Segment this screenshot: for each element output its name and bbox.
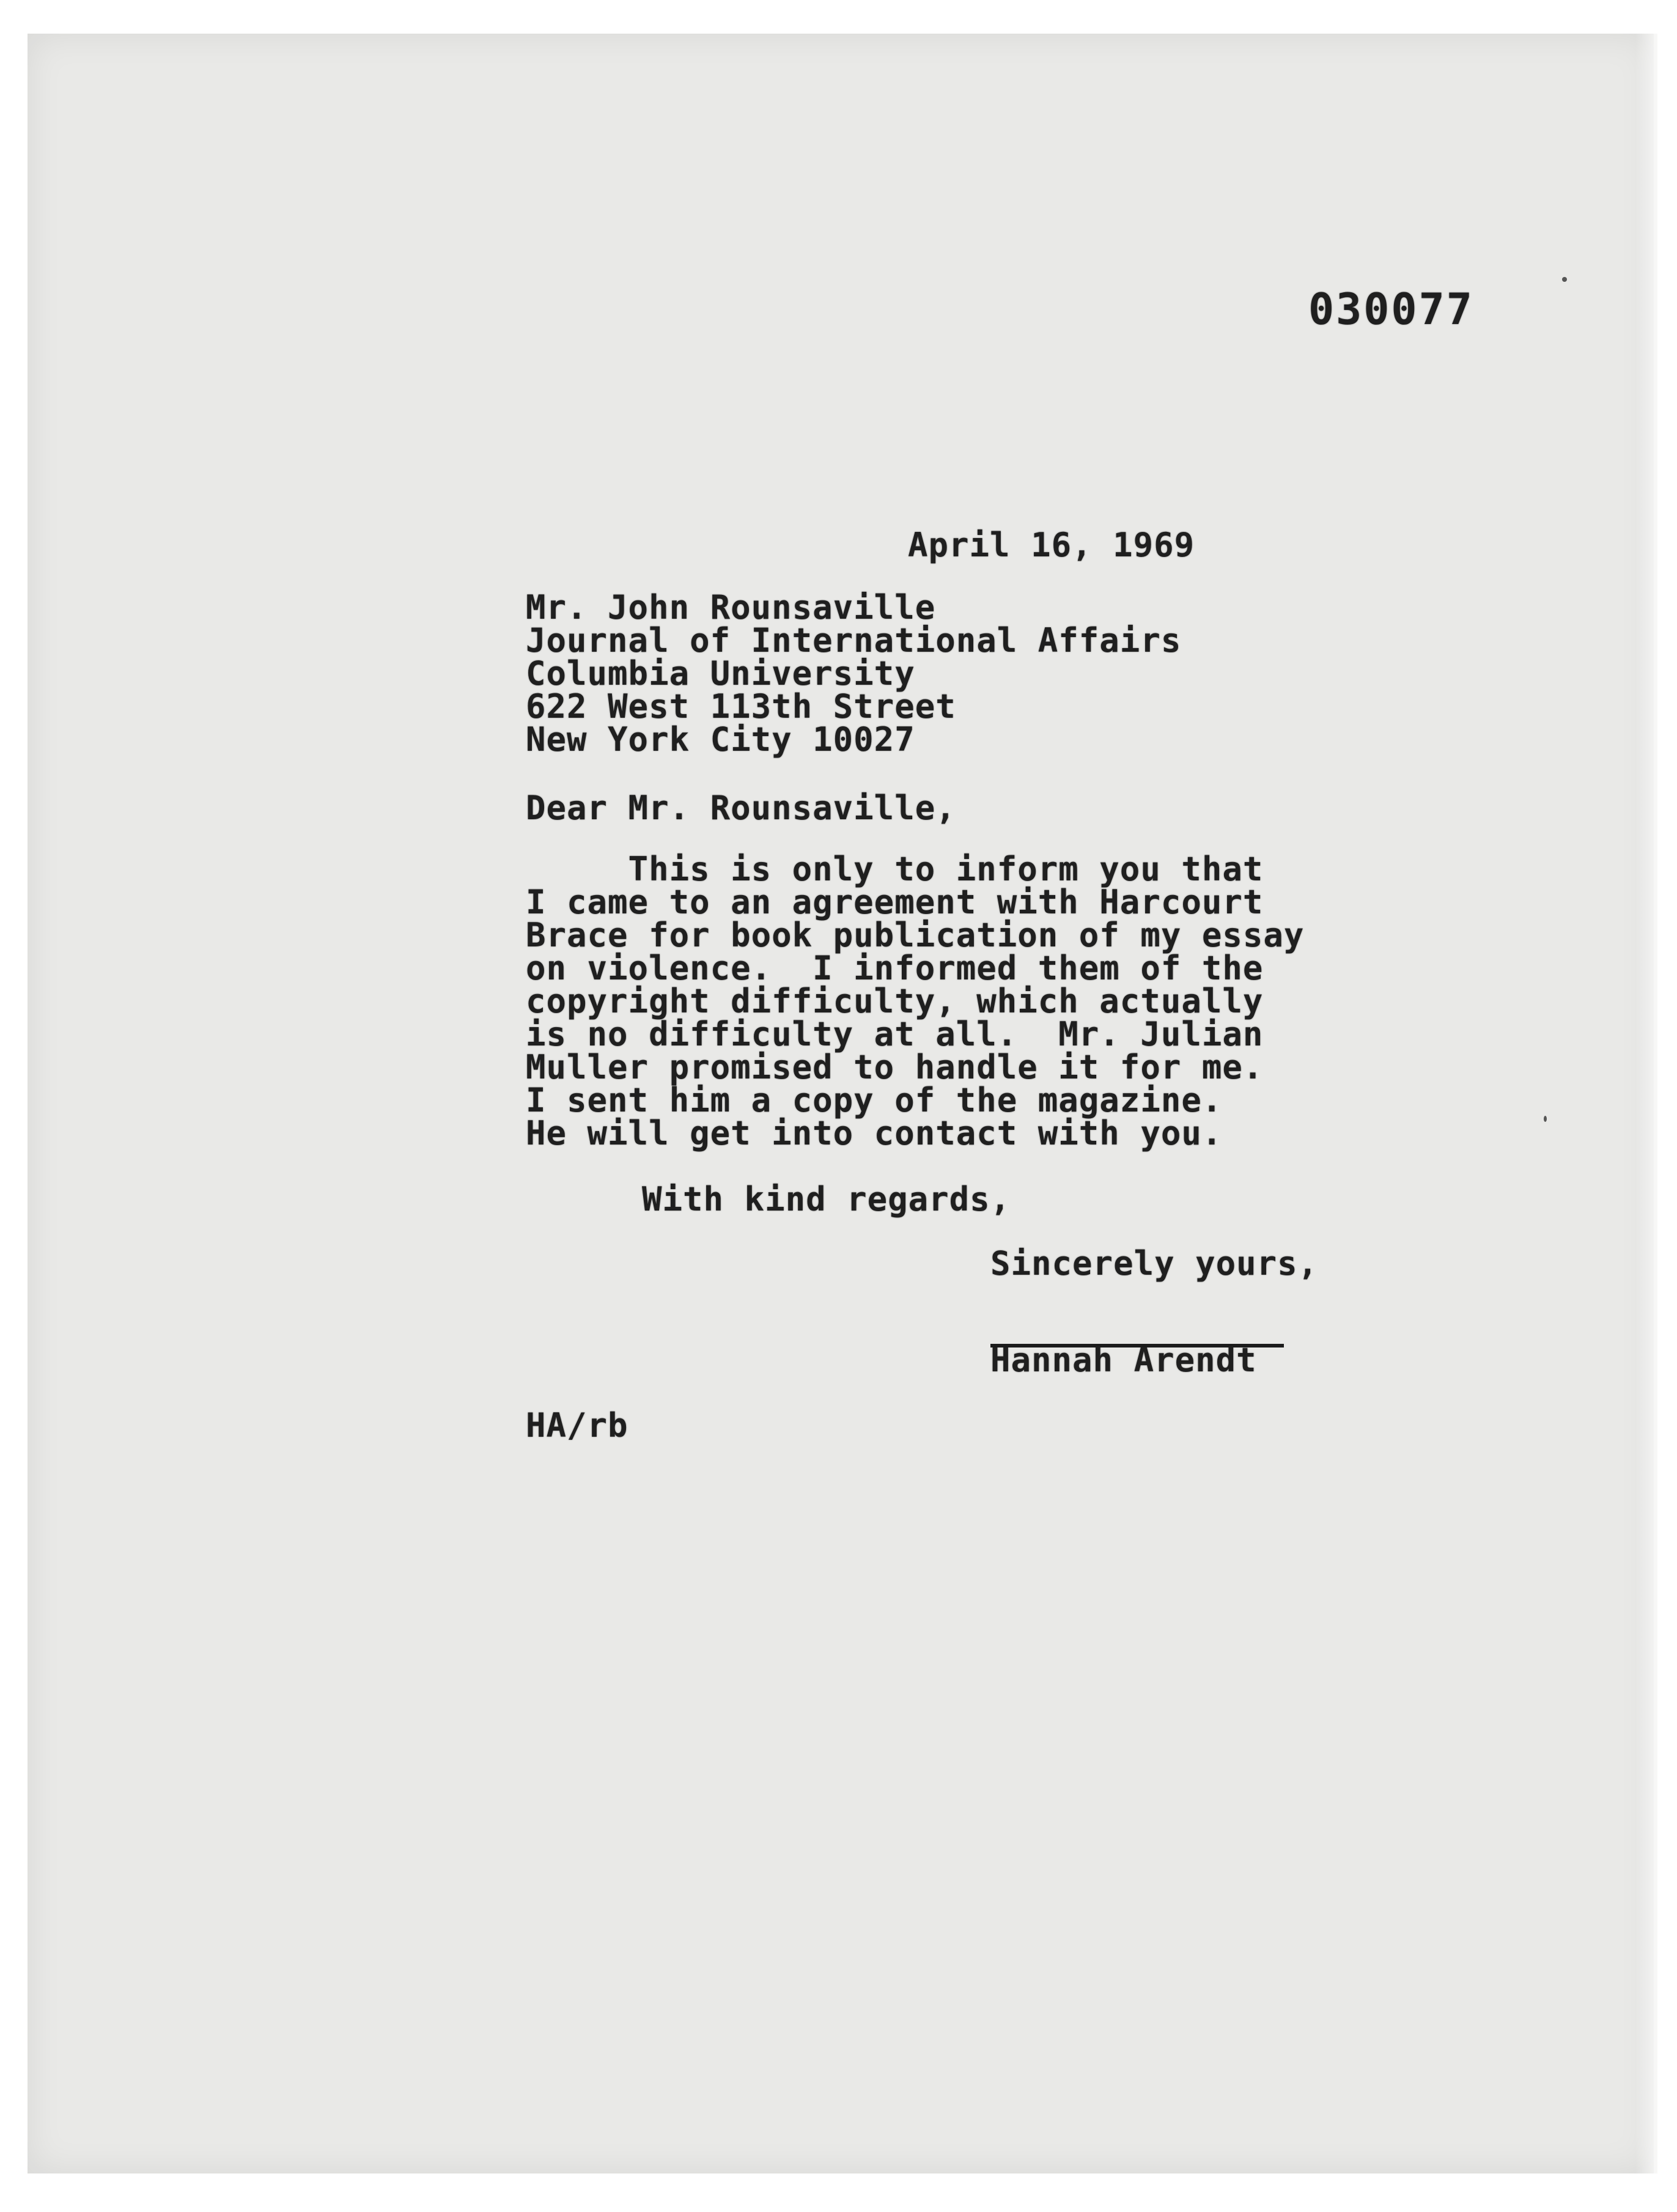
signer-name: Hannah Arendt [990, 1341, 1257, 1379]
address-line: 622 West 113th Street [526, 687, 956, 726]
body-line: I sent him a copy of the magazine. [526, 1081, 1223, 1119]
document-number: 030077 [1308, 284, 1474, 334]
body-line: He will get into contact with you. [526, 1114, 1223, 1152]
salutation: Dear Mr. Rounsaville, [526, 789, 956, 827]
paper-speck [1562, 277, 1567, 282]
address-line: Journal of International Affairs [526, 621, 1182, 660]
paper-speck [1544, 1116, 1547, 1122]
body-line: is no difficulty at all. Mr. Julian [526, 1015, 1264, 1053]
body-line: on violence. I informed them of the [526, 949, 1264, 987]
signoff: Sincerely yours, [990, 1244, 1319, 1283]
address-line: Columbia University [526, 654, 915, 693]
body-line: Brace for book publication of my essay [526, 916, 1305, 954]
closing: With kind regards, [642, 1180, 1011, 1218]
recipient-address [526, 588, 1182, 759]
address-line: New York City 10027 [526, 720, 915, 759]
typist-initials: HA/rb [526, 1406, 628, 1445]
address-line: Mr. John Rounsaville [526, 588, 936, 627]
body-line: Muller promised to handle it for me. [526, 1048, 1264, 1086]
page-edge [1635, 34, 1654, 2173]
letter-page [28, 34, 1657, 2173]
body-line: copyright difficulty, which actually [526, 982, 1264, 1020]
letter-body [526, 850, 1305, 1152]
letter-date: April 16, 1969 [908, 526, 1195, 564]
body-line: I came to an agreement with Harcourt [526, 883, 1264, 921]
body-line: This is only to inform you that [526, 850, 1264, 888]
